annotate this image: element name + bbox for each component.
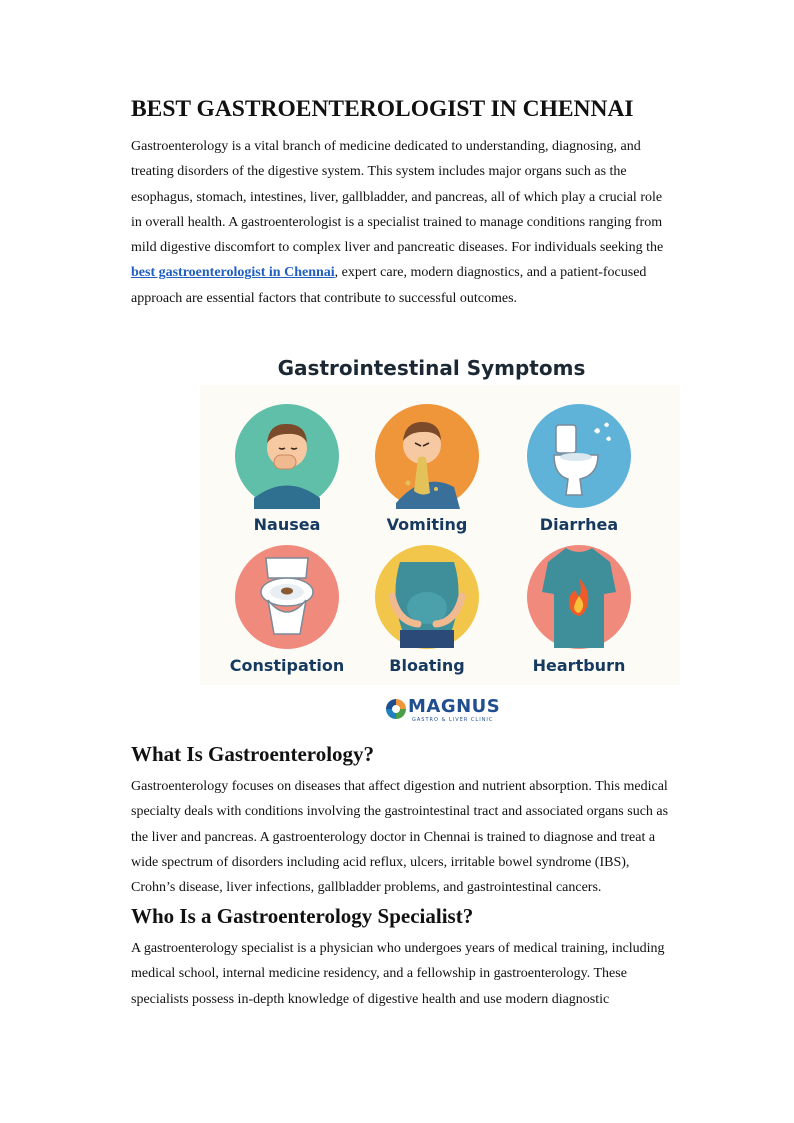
symptom-vomiting <box>352 403 502 534</box>
section2-line: specialists possess in-depth knowledge of digestive health and use modern diagnostic <box>131 991 610 1007</box>
symptom-nausea <box>212 403 362 534</box>
logo-wordmark: MAGNUS <box>408 696 501 717</box>
logo-tagline: GASTRO & LIVER CLINIC <box>412 717 494 723</box>
section2-line: medical school, internal medicine residency, and a fellowship in gastroenterology. These <box>131 966 627 982</box>
nausea-icon <box>234 403 340 509</box>
magnus-logo-mark-icon <box>384 697 408 721</box>
heartburn-flame-icon <box>526 544 632 650</box>
symptom-constipation <box>212 544 362 675</box>
magnus-clinic-logo <box>384 695 501 727</box>
symptom-label: Bloating <box>389 656 465 675</box>
intro-line: treating disorders of the digestive system. This system includes major organs such as the <box>131 164 627 180</box>
intro-line: Gastroenterology is a vital branch of medicine dedicated to understanding, diagnosing, and <box>131 139 641 154</box>
section1-line: wide spectrum of disorders including acid reflux, ulcers, irritable bowel syndrome (IBS), <box>131 854 630 870</box>
section1-paragraph <box>131 774 711 900</box>
symptom-diarrhea <box>504 403 654 534</box>
section-heading-who-is-specialist: Who Is a Gastroenterology Specialist? <box>131 904 474 928</box>
section1-line: the liver and pancreas. A gastroenterology doctor in Chennai is trained to diagnose and treat a <box>131 829 656 845</box>
intro-line: esophagus, stomach, intestines, liver, gallbladder, and pancreas, all of which play a crucial role <box>131 189 663 205</box>
section-heading-what-is-gastroenterology: What Is Gastroenterology? <box>131 742 375 766</box>
infographic-title: Gastrointestinal Symptoms <box>277 356 586 380</box>
section2-line: A gastroenterology specialist is a physician who undergoes years of medical training, including <box>131 941 665 956</box>
bloated-stomach-icon <box>374 544 480 650</box>
intro-paragraph <box>131 134 711 311</box>
section2-paragraph <box>131 936 711 1012</box>
vomiting-icon <box>374 403 480 509</box>
intro-line: in overall health. A gastroenterologist is a specialist trained to manage conditions ranging from <box>131 214 663 230</box>
symptom-label: Nausea <box>253 515 321 534</box>
symptom-label: Vomiting <box>386 515 468 534</box>
symptom-bloating <box>352 544 502 675</box>
symptom-label: Diarrhea <box>539 515 619 534</box>
section1-line: Crohn’s disease, liver infections, gallbladder problems, and gastrointestinal cancers. <box>131 880 602 896</box>
section1-line: specialty deals with conditions involving the gastrointestinal tract and associated organs such as <box>131 804 669 820</box>
symptom-label: Heartburn <box>532 656 626 675</box>
section1-line: Gastroenterology focuses on diseases that affect digestion and nutrient absorption. This medical <box>131 779 668 794</box>
toilet-water-icon <box>526 403 632 509</box>
intro-line: mild digestive discomfort to complex liver and pancreatic diseases. For individuals seeking the <box>131 240 664 256</box>
best-gastroenterologist-link[interactable]: best gastroenterologist in Chennai <box>131 265 335 281</box>
intro-link-trailing-text: , expert care, modern diagnostics, and a patient-focused <box>334 265 647 281</box>
intro-line: approach are essential factors that contribute to successful outcomes. <box>131 290 518 306</box>
page-title: BEST GASTROENTEROLOGIST IN CHENNAI <box>131 96 634 122</box>
intro-line-with-link <box>131 260 711 285</box>
symptom-heartburn <box>504 544 654 675</box>
gastrointestinal-symptoms-infographic <box>200 345 680 740</box>
symptom-label: Constipation <box>229 656 345 675</box>
toilet-icon <box>234 544 340 650</box>
